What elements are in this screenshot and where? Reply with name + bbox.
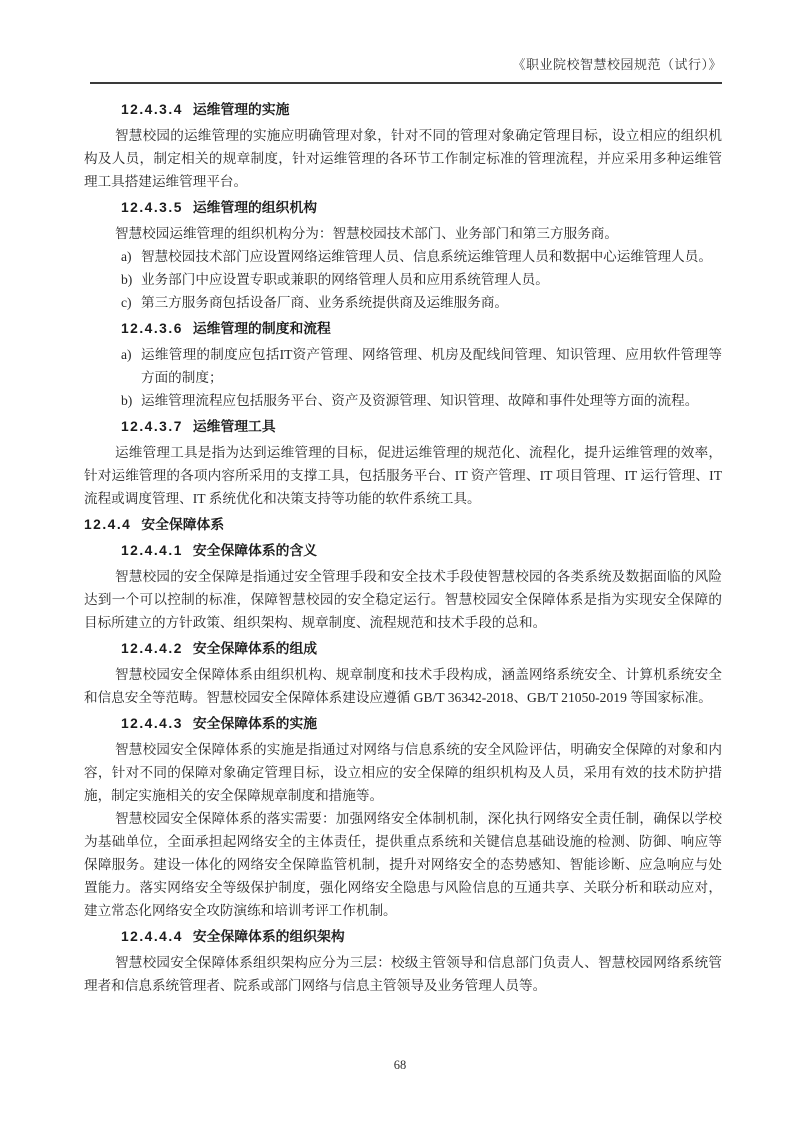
section-title: 安全保障体系的实施 bbox=[192, 716, 318, 731]
section-heading-12.4.3.7 bbox=[121, 415, 722, 438]
section-number: 12.4.3.5 bbox=[121, 200, 183, 215]
list-item-text: 第三方服务商包括设备厂商、业务系统提供商及运维服务商。 bbox=[141, 295, 509, 310]
list-item-marker: a) bbox=[121, 249, 132, 264]
section-number: 12.4.4.3 bbox=[121, 716, 183, 731]
section-title: 安全保障体系的组成 bbox=[192, 641, 318, 656]
section-heading-12.4.4 bbox=[84, 513, 722, 536]
page-number: 68 bbox=[393, 1058, 407, 1072]
section-title: 安全保障体系 bbox=[141, 517, 225, 532]
header-rule bbox=[90, 82, 722, 84]
section-title: 运维管理工具 bbox=[192, 419, 276, 434]
list-item-marker: a) bbox=[121, 347, 132, 362]
paragraph: 智慧校园安全保障体系的实施是指通过对网络与信息系统的安全风险评估，明确安全保障的对象和内容，针对不同的保障对象确定管理目标，设立相应的安全保障的组织机构及人员，采用有效的技术防护措施，制定实施相关的安全保障规章制度和措施等。 bbox=[84, 742, 722, 803]
section-title: 运维管理的实施 bbox=[192, 102, 290, 117]
list-item-a bbox=[84, 343, 722, 389]
section-number: 12.4.4.1 bbox=[121, 543, 183, 558]
list-item-text: 智慧校园技术部门应设置网络运维管理人员、信息系统运维管理人员和数据中心运维管理人员。 bbox=[141, 249, 712, 264]
section-heading-12.4.4.4 bbox=[121, 925, 722, 948]
document-body bbox=[84, 98, 722, 997]
section-number: 12.4.3.7 bbox=[121, 419, 183, 434]
lettered-list bbox=[84, 245, 722, 314]
section-heading-12.4.4.1 bbox=[121, 539, 722, 562]
section-number: 12.4.4.4 bbox=[121, 929, 183, 944]
list-item-c bbox=[84, 291, 722, 314]
paragraph: 智慧校园运维管理的组织机构分为：智慧校园技术部门、业务部门和第三方服务商。 bbox=[115, 226, 618, 241]
paragraph: 智慧校园安全保障体系的落实需要：加强网络安全体制机制，深化执行网络安全责任制，确保以学校为基础单位，全面承担起网络安全的主体责任，提供重点系统和关键信息基础设施的检测、防御、响应等保障服务。建设一体化的网络安全保障监管机制，提升对网络安全的态势感知、智能诊断、应急响应与处置能力。落实网络安全等级保护制度，强化网络安全隐患与风险信息的互通共享、关联分析和联动应对，建立常态化网络安全攻防演练和培训考评工作机制。 bbox=[84, 811, 722, 918]
section-heading-12.4.3.4 bbox=[121, 98, 722, 121]
section-title: 安全保障体系的含义 bbox=[192, 543, 318, 558]
section-heading-12.4.3.6 bbox=[121, 317, 722, 340]
list-item-text: 运维管理流程应包括服务平台、资产及资源管理、知识管理、故障和事件处理等方面的流程。 bbox=[141, 393, 699, 408]
list-item-marker: b) bbox=[121, 272, 133, 287]
page-header-title: 《职业院校智慧校园规范（试行）》 bbox=[512, 57, 722, 72]
page-header bbox=[84, 56, 722, 74]
section-heading-12.4.4.3 bbox=[121, 712, 722, 735]
section-title: 运维管理的制度和流程 bbox=[192, 321, 331, 336]
page-footer bbox=[0, 1058, 800, 1073]
list-item-text: 运维管理的制度应包括IT资产管理、网络管理、机房及配线间管理、知识管理、应用软件管理等方面的制度； bbox=[141, 347, 722, 385]
section-heading-12.4.3.5 bbox=[121, 196, 722, 219]
list-item-b bbox=[84, 268, 722, 291]
section-title: 安全保障体系的组织架构 bbox=[192, 929, 345, 944]
list-item-marker: b) bbox=[121, 393, 133, 408]
list-item-text: 业务部门中应设置专职或兼职的网络管理人员和应用系统管理人员。 bbox=[141, 272, 549, 287]
list-item-b bbox=[84, 389, 722, 412]
list-item-marker: c) bbox=[121, 295, 132, 310]
list-item-a bbox=[84, 245, 722, 268]
paragraph: 智慧校园安全保障体系组织架构应分为三层：校级主管领导和信息部门负责人、智慧校园网络系统管理者和信息系统管理者、院系或部门网络与信息主管领导及业务管理人员等。 bbox=[84, 955, 722, 993]
section-number: 12.4.4 bbox=[84, 517, 132, 532]
lettered-list bbox=[84, 343, 722, 412]
section-number: 12.4.3.6 bbox=[121, 321, 183, 336]
section-title: 运维管理的组织机构 bbox=[192, 200, 318, 215]
paragraph: 运维管理工具是指为达到运维管理的目标，促进运维管理的规范化、流程化，提升运维管理的效率，针对运维管理的各项内容所采用的支撑工具，包括服务平台、IT 资产管理、IT 项目管理、IT 运行管理、IT 流程或调度管理、IT 系统优化和决策支持等功能的软件系统工具。 bbox=[84, 445, 722, 506]
section-heading-12.4.4.2 bbox=[121, 637, 722, 660]
paragraph: 智慧校园的安全保障是指通过安全管理手段和安全技术手段使智慧校园的各类系统及数据面临的风险达到一个可以控制的标准，保障智慧校园的安全稳定运行。智慧校园安全保障体系是指为实现安全保障的目标所建立的方针政策、组织架构、规章制度、流程规范和技术手段的总和。 bbox=[84, 569, 722, 630]
section-number: 12.4.4.2 bbox=[121, 641, 183, 656]
section-number: 12.4.3.4 bbox=[121, 102, 183, 117]
paragraph: 智慧校园的运维管理的实施应明确管理对象，针对不同的管理对象确定管理目标，设立相应的组织机构及人员，制定相关的规章制度，针对运维管理的各环节工作制定标准的管理流程，并应采用多种运维管理工具搭建运维管理平台。 bbox=[84, 128, 722, 189]
paragraph: 智慧校园安全保障体系由组织机构、规章制度和技术手段构成，涵盖网络系统安全、计算机系统安全和信息安全等范畴。智慧校园安全保障体系建设应遵循 GB/T 36342-2018、GB/T 21050-2019 等国家标准。 bbox=[84, 667, 722, 705]
